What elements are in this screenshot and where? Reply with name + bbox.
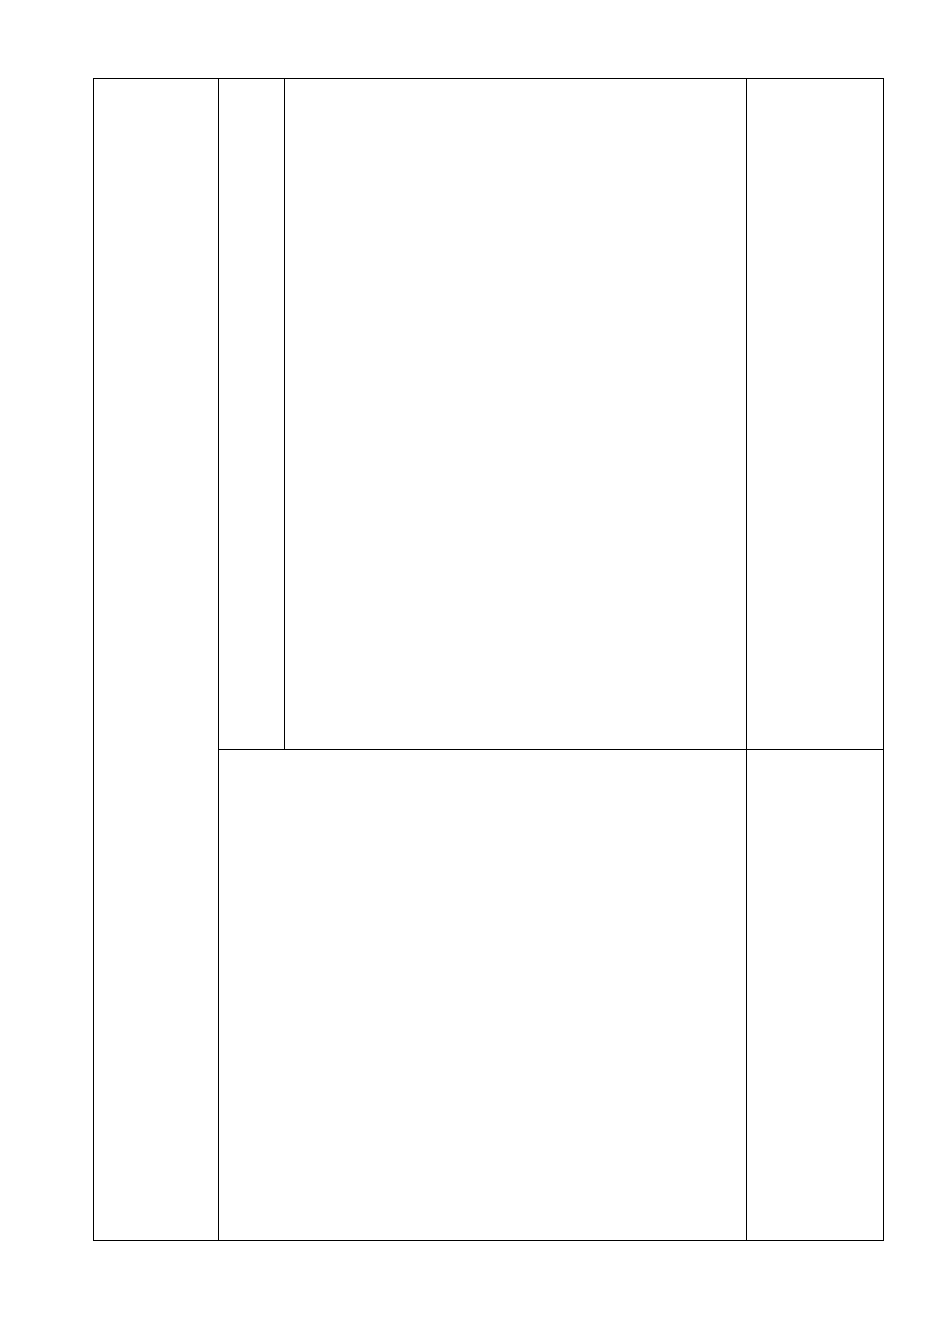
column-divider-3 xyxy=(746,78,747,1241)
table-border-top xyxy=(93,78,884,79)
table-border-right xyxy=(883,78,884,1241)
row-divider xyxy=(218,749,884,750)
column-divider-1 xyxy=(218,78,219,1241)
table-border-bottom xyxy=(93,1240,884,1241)
column-divider-2 xyxy=(284,78,285,750)
table-border-left xyxy=(93,78,94,1241)
